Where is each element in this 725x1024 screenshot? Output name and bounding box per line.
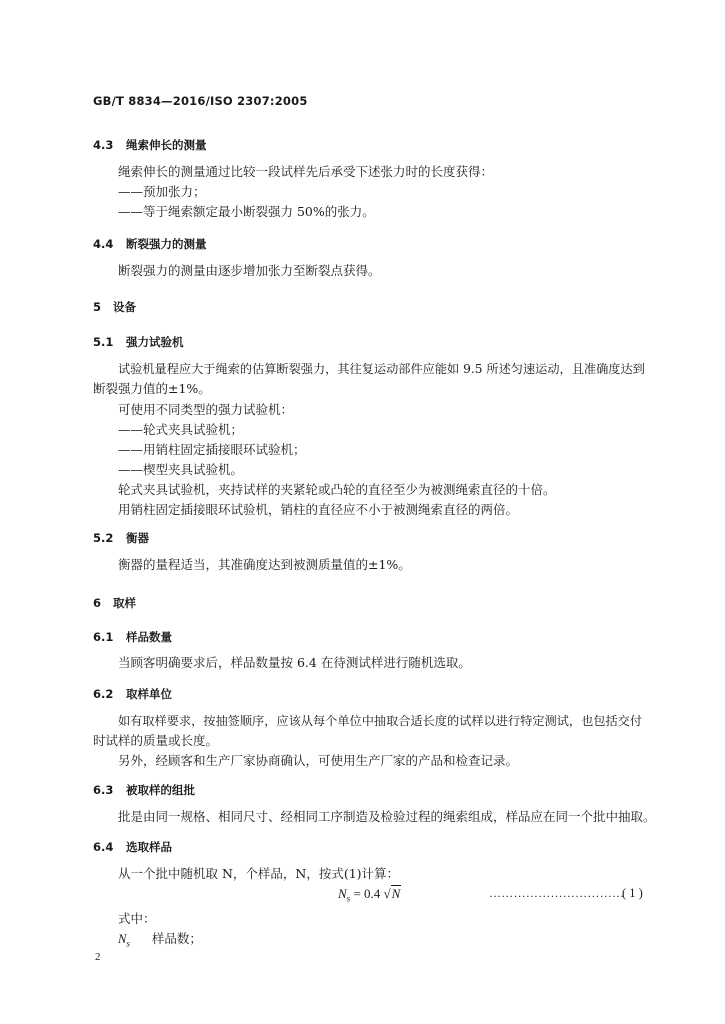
variable-subscript: s [126, 938, 130, 949]
heading-4-4 [93, 236, 207, 252]
section-title: 取样 [113, 596, 136, 610]
paragraph-continuation: 时试样的质量或长度。 [93, 733, 219, 748]
paragraph: 从一个批中随机取 N，个样品，N，按式(1)计算： [118, 866, 400, 881]
formula-coefficient: = 0.4 [350, 886, 384, 901]
section-number: 6.2 [93, 687, 114, 701]
paragraph: 绳索伸长的测量通过比较一段试样先后承受下述张力时的长度获得： [118, 164, 494, 179]
formula-radicand: N [391, 886, 401, 901]
section-number: 6.4 [93, 840, 114, 854]
section-number: 5.1 [93, 335, 114, 349]
heading-4-3 [93, 137, 207, 153]
equation-number: ( 1 ) [622, 886, 643, 900]
section-title: 样品数量 [126, 630, 172, 644]
paragraph: 批是由同一规格、相同尺寸、经相同工序制造及检验过程的绳索组成，样品应在同一个批中抽取。 [118, 809, 656, 824]
section-title: 绳索伸长的测量 [126, 138, 207, 152]
paragraph: 当顾客明确要求后，样品数量按 6.4 在待测试样进行随机选取。 [118, 655, 471, 670]
section-title: 强力试验机 [126, 335, 184, 349]
paragraph: 衡器的量程适当，其准确度达到被测质量值的±1%。 [118, 557, 411, 572]
section-title: 取样单位 [126, 687, 172, 701]
sqrt-symbol: √ [383, 886, 391, 901]
paragraph: 试验机量程应大于绳索的估算断裂强力，其往复运动部件应能如 9.5 所述匀速运动，且准确度达到 [118, 362, 645, 376]
section-number: 4.4 [93, 237, 114, 251]
page-number: 2 [95, 951, 101, 963]
section-title: 设备 [113, 300, 136, 314]
section-number: 4.3 [93, 138, 114, 152]
heading-6 [93, 595, 136, 611]
paragraph: 断裂强力的测量由逐步增加张力至断裂点获得。 [118, 263, 381, 278]
paragraph: 轮式夹具试验机，夹持试样的夹紧轮或凸轮的直径至少为被测绳索直径的十倍。 [118, 482, 556, 497]
heading-5-1 [93, 334, 184, 350]
heading-6-3 [93, 782, 195, 798]
paragraph: 另外，经顾客和生产厂家协商确认，可使用生产厂家的产品和检查记录。 [118, 753, 519, 768]
section-number: 6.1 [93, 630, 114, 644]
paragraph: 用销柱固定插接眼环试验机，销柱的直径应不小于被测绳索直径的两倍。 [118, 502, 519, 517]
heading-6-1 [93, 629, 172, 645]
formula [338, 886, 401, 904]
section-number: 6.3 [93, 783, 114, 797]
list-item: ——等于绳索额定最小断裂强力 50%的张力。 [118, 204, 375, 219]
list-item: ——预加张力； [118, 184, 206, 199]
list-item: ——轮式夹具试验机； [118, 422, 244, 437]
paragraph-continuation: 断裂强力值的±1%。 [93, 381, 211, 396]
where-label: 式中： [118, 911, 156, 926]
section-number: 6 [93, 596, 102, 610]
section-title: 衡器 [126, 531, 149, 545]
variable-symbol: N [118, 932, 127, 946]
variable-description: 样品数； [151, 931, 202, 946]
paragraph: 如有取样要求，按抽签顺序，应该从每个单位中抽取合适长度的试样以进行特定测试，也包括交付 [118, 714, 643, 728]
section-number: 5.2 [93, 531, 114, 545]
section-number: 5 [93, 300, 102, 314]
section-title: 断裂强力的测量 [126, 237, 207, 251]
standard-number-header: GB/T 8834—2016/ISO 2307:2005 [93, 94, 308, 108]
heading-6-4 [93, 839, 172, 855]
formula-variable: N [338, 886, 347, 901]
list-item: ——楔型夹具试验机。 [118, 462, 244, 477]
heading-6-2 [93, 686, 172, 702]
section-title: 选取样品 [126, 840, 172, 854]
leader-dots: …………………………… [489, 886, 625, 900]
formula-subscript: s [346, 893, 351, 904]
paragraph: 可使用不同类型的强力试验机： [118, 402, 294, 417]
list-item: ——用销柱固定插接眼环试验机； [118, 442, 306, 457]
heading-5 [93, 299, 136, 315]
variable-definition [118, 931, 202, 952]
section-title: 被取样的组批 [126, 783, 195, 797]
heading-5-2 [93, 530, 149, 546]
